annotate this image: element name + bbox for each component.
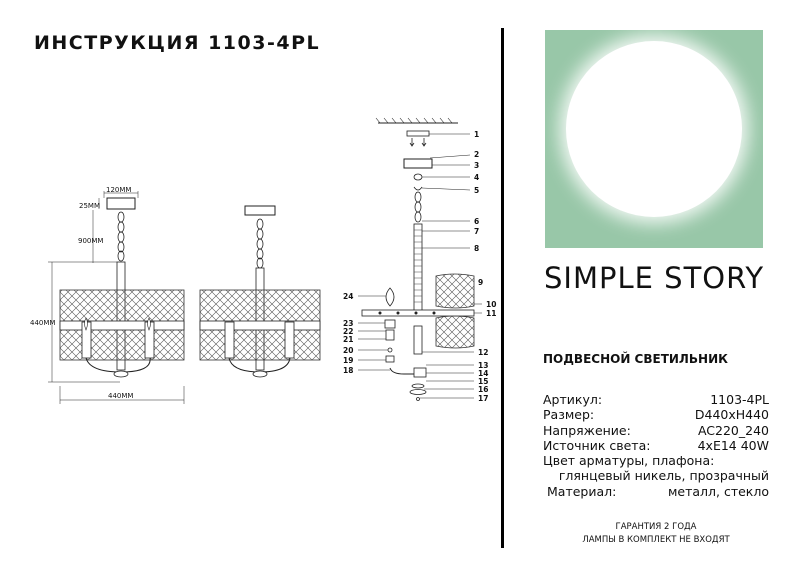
dim-canopy-width: 120MM (106, 186, 132, 194)
part-number: 14 (478, 369, 489, 378)
part-number: 17 (478, 394, 489, 403)
specs-block (543, 392, 769, 499)
material-label: Материал: (547, 483, 617, 499)
part-number: 12 (478, 348, 489, 357)
brand-logo (545, 30, 763, 248)
spec-row-material (543, 484, 769, 499)
part-number: 21 (343, 335, 354, 344)
part-number: 18 (343, 366, 354, 375)
lamps-note: ЛАМПЫ В КОМПЛЕКТ НЕ ВХОДЯТ (582, 535, 730, 545)
part-number: 20 (343, 346, 354, 355)
brand-name (544, 261, 764, 295)
brand-name-bold: SIMPLE (544, 261, 654, 295)
color-value: глянцевый никель, прозрачный (558, 468, 769, 484)
dim-width: 440MM (108, 392, 134, 400)
canopy (107, 198, 135, 209)
part-number: 13 (478, 361, 489, 370)
part-number: 9 (478, 278, 484, 287)
part-number: 19 (343, 356, 354, 365)
color-label: Цвет арматуры, плафона: (543, 453, 715, 469)
spec-row (543, 423, 769, 438)
part-number: 16 (478, 385, 489, 394)
part-number: 2 (474, 150, 480, 159)
spec-row (543, 407, 769, 422)
dim-canopy-height: 25MM (79, 202, 100, 210)
material-value: металл, стекло (667, 483, 769, 499)
front-view (200, 206, 320, 377)
part-number: 15 (478, 377, 489, 386)
spec-label: Артикул: (543, 392, 603, 407)
spec-value: 1103-4PL (710, 392, 769, 407)
dimensioned-view (30, 186, 184, 404)
spec-label: Размер: (543, 407, 595, 423)
dim-height: 440MM (30, 319, 56, 327)
part-number: 6 (474, 217, 480, 226)
warranty-note: ГАРАНТИЯ 2 ГОДА (615, 522, 697, 532)
product-type: ПОДВЕСНОЙ СВЕТИЛЬНИК (543, 352, 728, 366)
dim-chain: 900MM (78, 237, 104, 245)
footer-notes (543, 521, 769, 547)
spec-value: AC220_240 (697, 422, 769, 438)
spec-value: D440xH440 (694, 407, 769, 423)
part-number: 3 (474, 161, 480, 170)
exploded-view (343, 118, 496, 403)
part-number: 1 (474, 130, 480, 139)
brand-name-light: STORY (664, 261, 765, 295)
part-number: 24 (343, 292, 354, 301)
part-number: 4 (474, 173, 480, 182)
chain (118, 212, 124, 261)
page-title: ИНСТРУКЦИЯ 1103-4PL (34, 32, 321, 54)
spec-row (543, 438, 769, 453)
part-number: 11 (486, 309, 497, 318)
part-number: 8 (474, 244, 480, 253)
part-number: 5 (474, 186, 480, 195)
part-number: 7 (474, 227, 480, 236)
logo-circle (566, 41, 742, 217)
part-number: 22 (343, 327, 354, 336)
part-number: 23 (343, 319, 354, 328)
vertical-divider (501, 28, 504, 548)
spec-label: Источник света: (543, 437, 651, 453)
spec-label: Напряжение: (543, 422, 631, 438)
part-number: 10 (486, 300, 497, 309)
spec-value: 4xE14 40W (697, 437, 769, 453)
spec-row (543, 392, 769, 407)
